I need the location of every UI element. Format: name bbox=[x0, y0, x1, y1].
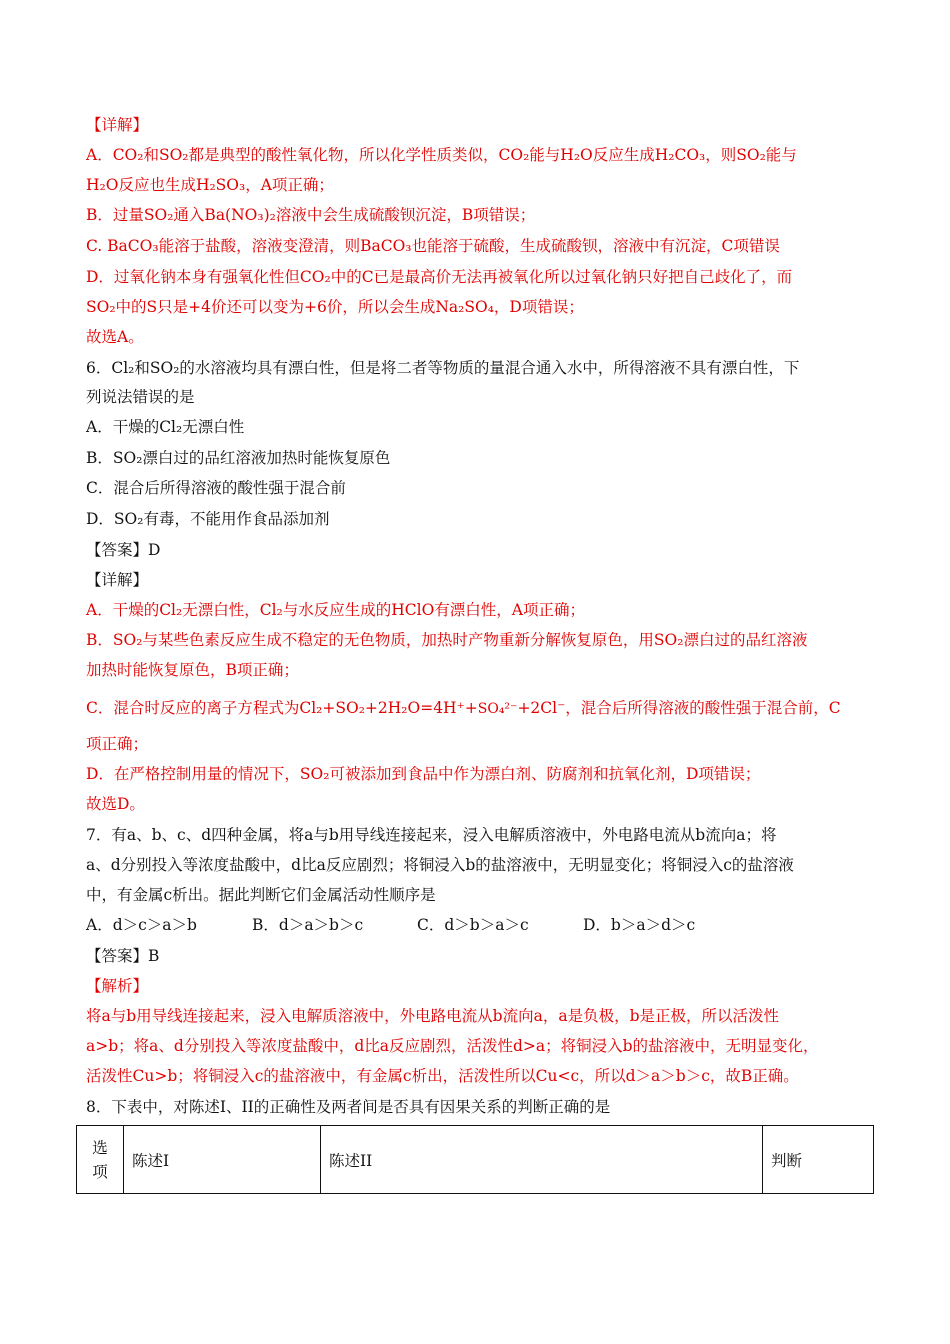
q8-table bbox=[76, 1125, 874, 1194]
q5-explain-header: 【详解】 bbox=[86, 116, 149, 134]
q6-explain-line: B．SO₂与某些色素反应生成不稳定的无色物质，加热时产物重新分解恢复原色，用SO₂漂白过的品红溶液 bbox=[86, 631, 808, 649]
q6-explain-line: 故选D。 bbox=[86, 795, 145, 813]
q8-stem: 8．下表中，对陈述I、II的正确性及两者间是否具有因果关系的判断正确的是 bbox=[86, 1098, 611, 1116]
q5-explain-line: H₂O反应也生成H₂SO₃，A项正确； bbox=[86, 176, 334, 194]
table-header-cell-option: 选项 bbox=[77, 1126, 124, 1194]
q7-option-d: D．b＞a＞d＞c bbox=[583, 916, 696, 934]
q5-explain-line: SO₂中的S只是+4价还可以变为+6价，所以会生成Na₂SO₄，D项错误； bbox=[86, 298, 584, 316]
q7-option-c: C．d＞b＞a＞c bbox=[417, 916, 529, 934]
q7-option-a: A．d＞c＞a＞b bbox=[86, 916, 197, 934]
table-header-cell-judgement: 判断 bbox=[763, 1126, 874, 1194]
q6-option-a: A．干燥的Cl₂无漂白性 bbox=[86, 418, 245, 436]
q6-option-d: D．SO₂有毒，不能用作食品添加剂 bbox=[86, 510, 330, 528]
q7-stem-line: 中，有金属c析出。据此判断它们金属活动性顺序是 bbox=[86, 886, 436, 904]
q6-explain-header: 【详解】 bbox=[86, 571, 149, 589]
q7-stem-line: a、d分别投入等浓度盐酸中，d比a反应剧烈；将铜浸入b的盐溶液中，无明显变化；将铜浸入c的盐溶液 bbox=[86, 856, 794, 874]
q6-explain-line: D．在严格控制用量的情况下，SO₂可被添加到食品中作为漂白剂、防腐剂和抗氧化剂，D项错误； bbox=[86, 765, 761, 783]
table-header-cell-statement-1: 陈述I bbox=[124, 1126, 321, 1194]
table-header-cell-statement-2: 陈述II bbox=[321, 1126, 763, 1194]
q7-answer: 【答案】B bbox=[86, 947, 160, 965]
q6-option-b: B．SO₂漂白过的品红溶液加热时能恢复原色 bbox=[86, 449, 391, 467]
q5-explain-line: D．过氧化钠本身有强氧化性但CO₂中的C已是最高价无法再被氧化所以过氧化钠只好把自己歧化了，而 bbox=[86, 268, 793, 286]
q7-option-b: B．d＞a＞b＞c bbox=[252, 916, 364, 934]
q7-stem-line: 7．有a、b、c、d四种金属，将a与b用导线连接起来，浸入电解质溶液中，外电路电流从b流向a；将 bbox=[86, 826, 777, 844]
q7-analysis-header: 【解析】 bbox=[86, 977, 149, 995]
q7-analysis-line: 将a与b用导线连接起来，浸入电解质溶液中，外电路电流从b流向a，a是负极，b是正极，所以活泼性 bbox=[86, 1007, 779, 1025]
q6-c-before: C．混合时反应的离子方程式为Cl₂+SO₂+2H₂O=4H⁺+ bbox=[86, 699, 478, 717]
q6-stem-line: 6．Cl₂和SO₂的水溶液均具有漂白性，但是将二者等物质的量混合通入水中，所得溶液不具有漂白性，下 bbox=[86, 359, 800, 377]
q6-explain-line: A．干燥的Cl₂无漂白性，Cl₂与水反应生成的HClO有漂白性，A项正确； bbox=[86, 601, 585, 619]
q5-explain-line: 故选A。 bbox=[86, 328, 144, 346]
q6-option-c: C．混合后所得溶液的酸性强于混合前 bbox=[86, 479, 346, 497]
q6-explain-line: 项正确； bbox=[86, 735, 149, 753]
q6-explain-line: 加热时能恢复原色，B项正确； bbox=[86, 661, 299, 679]
q6-answer: 【答案】D bbox=[86, 541, 161, 559]
table-header-row bbox=[77, 1126, 874, 1194]
q6-explain-c-line bbox=[86, 697, 841, 720]
q7-analysis-line: a>b；将a、d分别投入等浓度盐酸中，d比a反应剧烈，活泼性d>a；将铜浸入b的盐溶液中，无明显变化， bbox=[86, 1037, 819, 1055]
q5-explain-line: A．CO₂和SO₂都是典型的酸性氧化物，所以化学性质类似，CO₂能与H₂O反应生成H₂CO₃，则SO₂能与 bbox=[86, 146, 797, 164]
q5-explain-line: B．过量SO₂通入Ba(NO₃)₂溶液中会生成硫酸钡沉淀，B项错误； bbox=[86, 206, 536, 224]
q6-stem-line: 列说法错误的是 bbox=[86, 388, 195, 406]
q5-explain-line: C. BaCO₃能溶于盐酸，溶液变澄清，则BaCO₃也能溶于硫酸，生成硫酸钡，溶液中有沉淀，C项错误 bbox=[86, 237, 780, 255]
q7-analysis-line: 活泼性Cu>b；将铜浸入c的盐溶液中，有金属c析出，活泼性所以Cu<c，所以d＞a＞b＞c，故B正确。 bbox=[86, 1067, 799, 1085]
q6-c-formula: SO₄²⁻ bbox=[477, 701, 518, 717]
q6-c-after: +2Cl⁻，混合后所得溶液的酸性强于混合前，C bbox=[517, 699, 841, 717]
